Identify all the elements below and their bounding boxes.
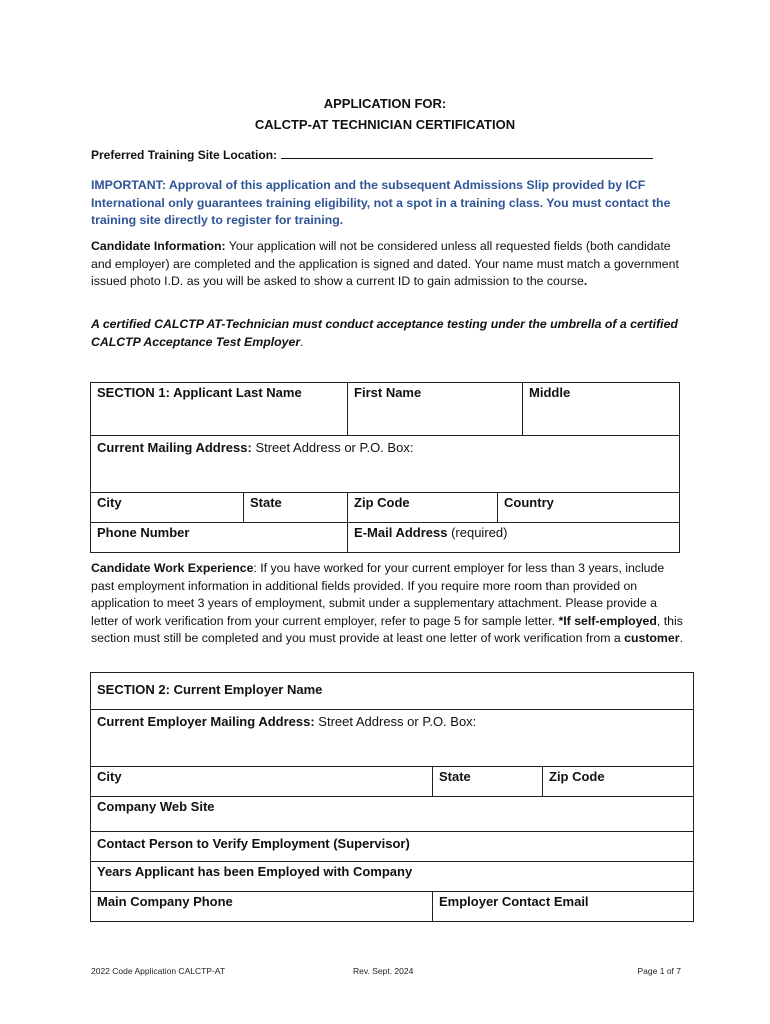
certified-note — [91, 316, 683, 351]
footer-left: 2022 Code Application CALCTP-AT — [91, 966, 226, 976]
email-required-note: (required) — [447, 525, 508, 540]
footer-page-number: Page 1 of 7 — [637, 966, 681, 976]
contact-person-field[interactable] — [91, 832, 694, 862]
candidate-info-label: Candidate Information: — [91, 239, 226, 253]
section1-table — [90, 382, 680, 553]
company-website-field[interactable] — [91, 797, 694, 832]
city-label: City — [97, 495, 122, 510]
mailing-address-note: Street Address or P.O. Box: — [251, 440, 414, 455]
middle-name-field[interactable] — [523, 383, 680, 436]
phone-number-field[interactable] — [91, 523, 348, 553]
certified-note-text: A certified CALCTP AT-Technician must conduct acceptance testing under the umbrella of a certified CALCTP Acceptance Test Employer — [91, 317, 678, 349]
site-location-field[interactable] — [281, 146, 653, 159]
self-employed-note: *If self-employed — [558, 613, 657, 628]
customer-word: customer — [624, 631, 680, 646]
state-field[interactable] — [244, 493, 348, 523]
candidate-info-period: . — [583, 274, 588, 289]
employer-zip-label: Zip Code — [549, 769, 605, 784]
footer-center: Rev. Sept. 2024 — [353, 966, 414, 976]
certified-note-end: . — [300, 334, 304, 349]
main-phone-field[interactable] — [91, 892, 433, 922]
first-name-field[interactable] — [348, 383, 523, 436]
section2-table — [90, 672, 694, 922]
company-website-label: Company Web Site — [97, 799, 215, 814]
mailing-address-label: Current Mailing Address: — [97, 440, 252, 455]
main-phone-label: Main Company Phone — [97, 894, 233, 909]
employer-address-field[interactable] — [91, 710, 694, 767]
employer-state-field[interactable] — [433, 767, 543, 797]
years-employed-field[interactable] — [91, 862, 694, 892]
employer-address-label: Current Employer Mailing Address: — [97, 714, 315, 729]
work-experience-text-2: , this section must still be completed and you must provide at least one letter of work verification from a — [91, 613, 683, 646]
country-label: Country — [504, 495, 554, 510]
work-experience-text-3: . — [679, 631, 683, 646]
mailing-address-field[interactable] — [91, 436, 680, 493]
site-location-row — [91, 146, 683, 165]
zip-code-label: Zip Code — [354, 495, 410, 510]
work-experience-label: Candidate Work Experience — [91, 561, 254, 575]
employer-contact-email-field[interactable] — [433, 892, 694, 922]
phone-number-label: Phone Number — [97, 525, 190, 540]
important-notice: IMPORTANT: Approval of this application and the subsequent Admissions Slip provided by ICF International only guarantees training eligibility, not a spot in a training class. You must contact the training site directly to register for training. — [91, 178, 671, 228]
employer-city-label: City — [97, 769, 122, 784]
applicant-last-name-label: SECTION 1: Applicant Last Name — [97, 385, 302, 400]
candidate-info-text: Your application will not be considered unless all requested fields (both candidate and employer) are completed and the application is signed and dated. Your name must match a government issued photo I.D. as you will be asked to show a current ID to gain admission to the course — [91, 239, 679, 289]
employer-zip-field[interactable] — [543, 767, 694, 797]
first-name-label: First Name — [354, 385, 422, 400]
work-experience-paragraph — [91, 560, 683, 648]
form-title-line2: CALCTP-AT TECHNICIAN CERTIFICATION — [254, 117, 516, 132]
state-label: State — [250, 495, 282, 510]
city-field[interactable] — [91, 493, 244, 523]
employer-contact-email-label: Employer Contact Email — [439, 894, 589, 909]
middle-name-label: Middle — [529, 385, 571, 400]
work-experience-text-1: : If you have worked for your current employer for less than 3 years, include past employment information in additional fields provided. If you require more room than provided on application to meet 3 years of employment, submit under a supplementary attachment. Please provide a letter of work verification from your current employer, refer to page 5 for sample letter. — [91, 561, 665, 628]
site-location-label: Preferred Training Site Location: — [91, 148, 278, 162]
employer-city-field[interactable] — [91, 767, 433, 797]
contact-person-label: Contact Person to Verify Employment (Supervisor) — [97, 836, 410, 851]
applicant-last-name-field[interactable] — [91, 383, 348, 436]
employer-name-label: SECTION 2: Current Employer Name — [97, 682, 323, 697]
candidate-info-paragraph — [91, 238, 683, 291]
zip-code-field[interactable] — [348, 493, 498, 523]
years-employed-label: Years Applicant has been Employed with Company — [97, 864, 413, 879]
employer-address-note: Street Address or P.O. Box: — [314, 714, 477, 729]
form-title-line1: APPLICATION FOR: — [323, 96, 447, 111]
employer-name-field[interactable] — [91, 673, 694, 710]
country-field[interactable] — [498, 493, 680, 523]
email-address-label: E-Mail Address — [354, 525, 448, 540]
email-address-field[interactable] — [348, 523, 680, 553]
employer-state-label: State — [439, 769, 471, 784]
